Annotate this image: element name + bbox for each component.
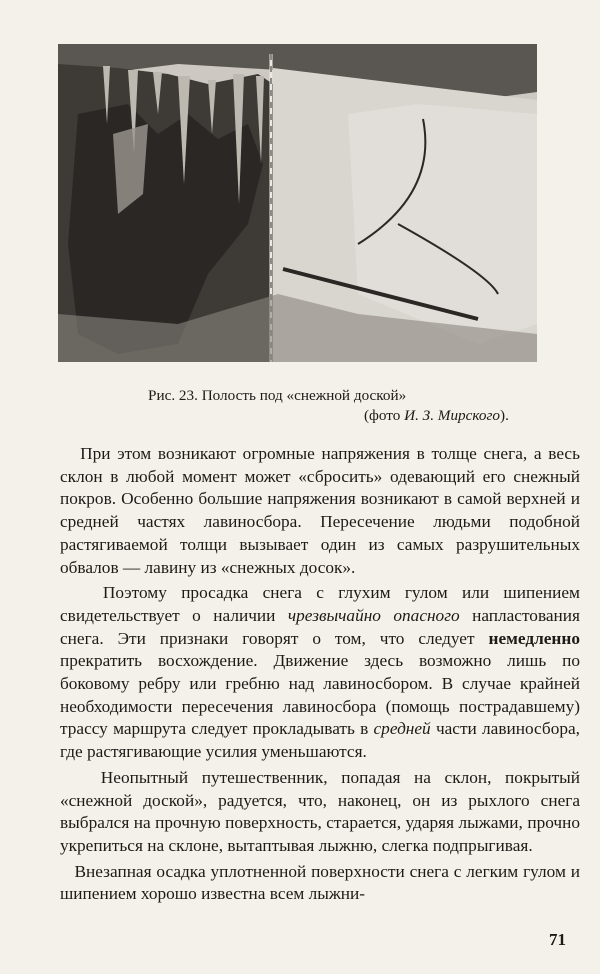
paragraph-4 [60,861,580,906]
paragraph-2-italic-2: средней [373,719,431,739]
caption-suffix: ). [500,407,509,424]
paragraph-2-text-a: Поэтому просадка снега с глухим гулом или шипением свидетельствует о наличии [60,583,580,625]
caption-line-2 [364,406,509,425]
paragraph-4-text: Внезапная осадка уплотненной поверхности снега с легким гулом и шипением хорошо известна всем лыжни- [60,861,580,904]
paragraph-2-bold: немедленно [488,628,580,648]
caption-line-1: Рис. 23. Полость под «снежной доской» [148,387,407,404]
paragraph-3 [60,767,580,858]
caption-author: И. З. Мирского [404,407,501,424]
figure-photo [58,44,537,362]
paragraph-3-text: Неопытный путешественник, попадая на склон, покрытый «снежной доской», радуется, что, наконец, он из рыхлого снега выбрался на прочную поверхность, старается, ударяя лыжами, прочно укрепиться на склоне, вытаптывая лыжню, слегка подпрыгивая. [60,767,580,855]
body-text [60,443,580,906]
caption-prefix: (фото [364,407,405,424]
paragraph-2-italic-1: чрезвычайно опасного [287,605,460,625]
paragraph-1 [60,443,580,579]
snow-slab-cavity-photo-icon [58,44,537,362]
paragraph-2 [60,582,580,764]
paragraph-2-text-d: части лавиносбора, где растягивающие усилия уменьшаются. [60,719,580,762]
paragraph-2-text-b: напластования снега. Эти признаки говорят о том, что следует [60,605,580,648]
paragraph-2-text-c: прекратить восхождение. Движение здесь возможно лишь по боковому ребру или гребню над лавиносбором. В случае крайней необходимости пересечения лавиносбора (помощь пострадавшему) трассу маршрута следует прокладывать в [60,651,580,739]
paragraph-1-text: При этом возникают огромные напряжения в толще снега, а весь склон в любой момент может «сбросить» одевающий его снежный покров. Особенно большие напряжения возникают в самой верхней и средней частях лавиносбора. Пересечение людьми подобной растягиваемой толщи вызывает один из самых разрушительных обвалов — лавину из «снежных досок». [60,444,580,577]
page-number: 71 [549,930,566,949]
